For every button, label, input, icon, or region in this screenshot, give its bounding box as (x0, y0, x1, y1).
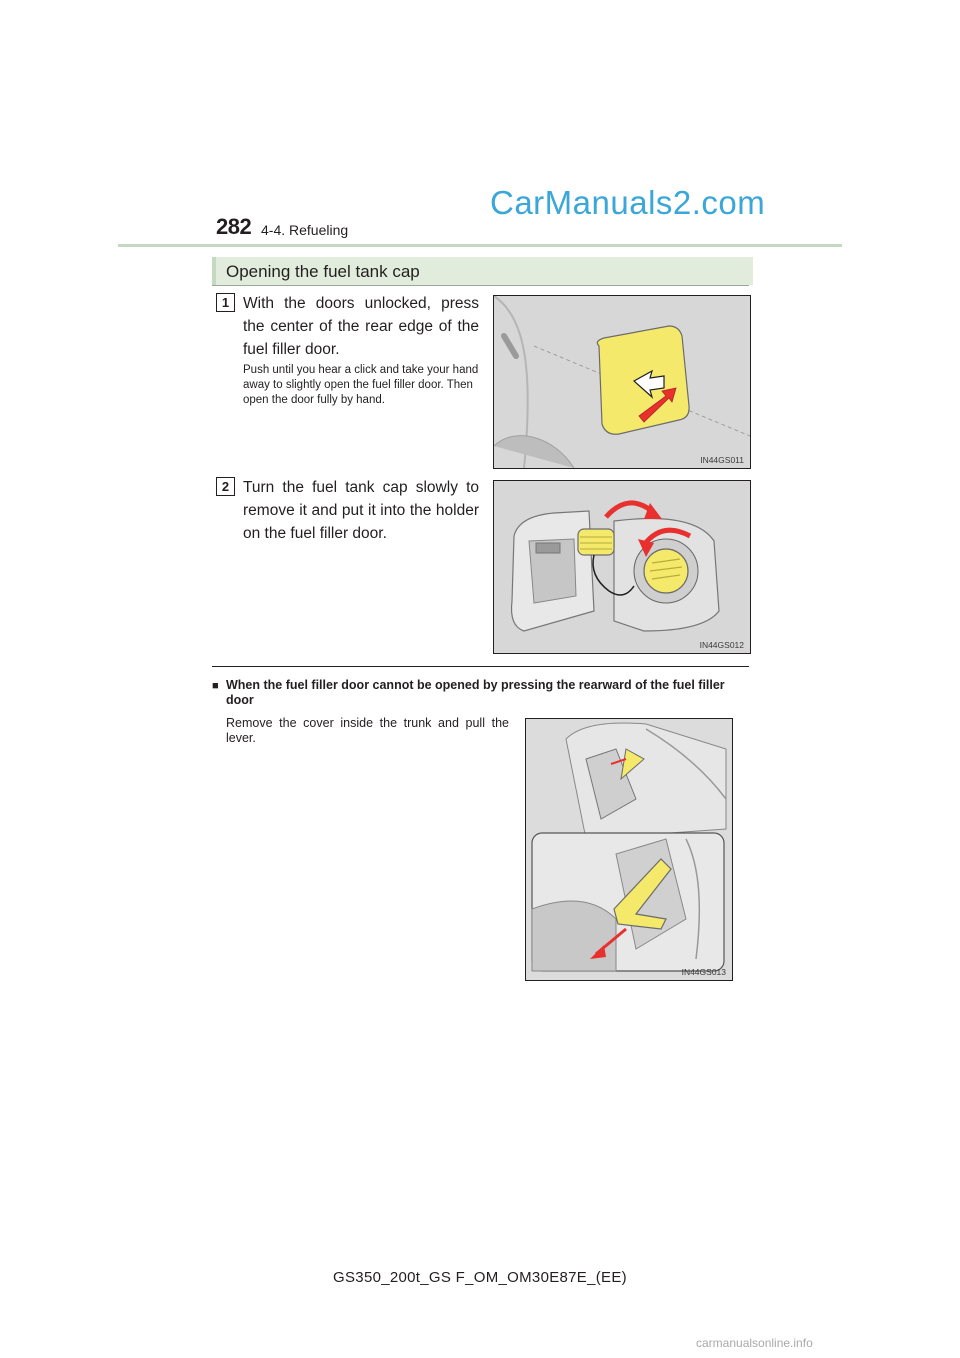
section-divider (212, 666, 749, 667)
page-number: 282 (216, 214, 252, 239)
footer-watermark[interactable]: carmanualsonline.info (696, 1336, 813, 1350)
step-number-2: 2 (216, 477, 235, 496)
heading-divider (212, 285, 749, 286)
step-1-note: Push until you hear a click and take your hand away to slightly open the fuel filler door. Then open the door fully by hand. (243, 364, 479, 406)
square-bullet-icon: ■ (212, 680, 219, 692)
figure-code: IN44GS012 (699, 640, 744, 650)
fuel-cap-illustration (494, 481, 750, 653)
section-title: 4-4. Refueling (261, 222, 349, 238)
step-2-text: Turn the fuel tank cap slowly to remove it and put it into the holder on the fuel filler door. (243, 479, 479, 542)
subsection-heading: When the fuel filler door cannot be opened by pressing the rearward of the fuel filler door (226, 678, 725, 707)
trunk-lever-figure (525, 718, 733, 981)
fuel-tank-cap-figure (493, 480, 751, 654)
trunk-lever-illustration (526, 719, 732, 980)
page-heading: Opening the fuel tank cap (226, 262, 420, 281)
figure-code: IN44GS011 (700, 455, 744, 465)
step-1-text: With the doors unlocked, press the center of the rear edge of the fuel filler door. (243, 295, 479, 358)
footer-model-code: GS350_200t_GS F_OM_OM30E87E_(EE) (333, 1269, 627, 1286)
subsection-text: Remove the cover inside the trunk and pull the lever. (226, 716, 509, 745)
step-number-1: 1 (216, 293, 235, 312)
figure-code: IN44GS013 (681, 967, 726, 977)
watermark-logo[interactable]: CarManuals2.com (490, 184, 766, 221)
fuel-door-illustration (494, 296, 750, 468)
fuel-filler-door-figure (493, 295, 751, 469)
header-rule (118, 244, 842, 247)
